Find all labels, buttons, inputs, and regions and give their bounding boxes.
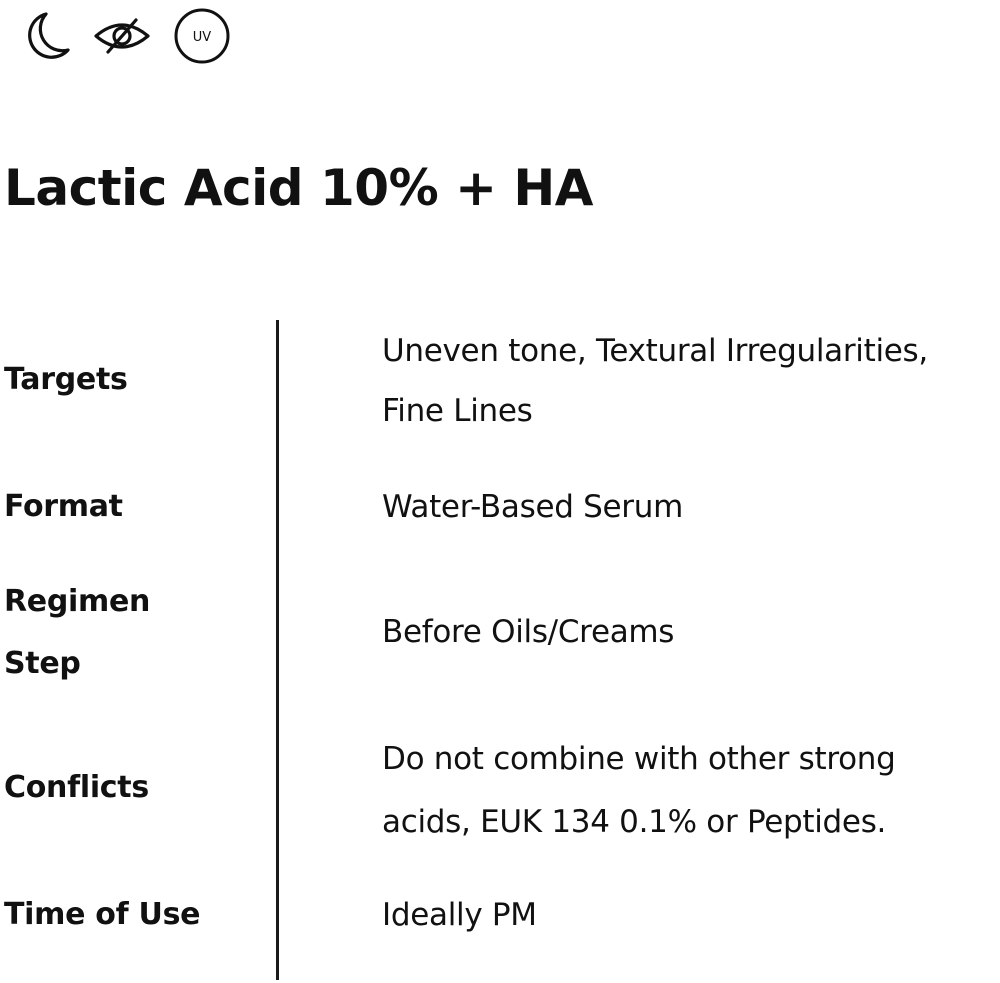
uv-icon-label: UV [192, 30, 212, 45]
row-label-targets: Targets [4, 362, 128, 397]
row-value-targets-line-2: Fine Lines [382, 393, 533, 429]
row-value-conflicts-line-2: acids, EUK 134 0.1% or Peptides. [382, 804, 887, 840]
row-label-format: Format [4, 489, 123, 524]
uv-icon [172, 6, 232, 66]
row-value-time-of-use: Ideally PM [382, 897, 537, 933]
row-label-regimen-line-1: Regimen [4, 584, 151, 619]
row-value-regimen-step: Before Oils/Creams [382, 614, 675, 650]
row-value-format: Water-Based Serum [382, 489, 683, 525]
row-label-conflicts: Conflicts [4, 770, 149, 805]
row-value-targets-line-1: Uneven tone, Textural Irregularities, [382, 333, 928, 369]
eye-slash-icon [92, 6, 152, 66]
icon-row [12, 4, 232, 68]
row-label-time-of-use: Time of Use [4, 897, 201, 932]
row-label-regimen-line-2: Step [4, 646, 81, 681]
column-divider [276, 320, 279, 980]
moon-icon [12, 6, 72, 66]
row-value-conflicts-line-1: Do not combine with other strong [382, 741, 896, 777]
product-title: Lactic Acid 10% + HA [4, 159, 593, 217]
